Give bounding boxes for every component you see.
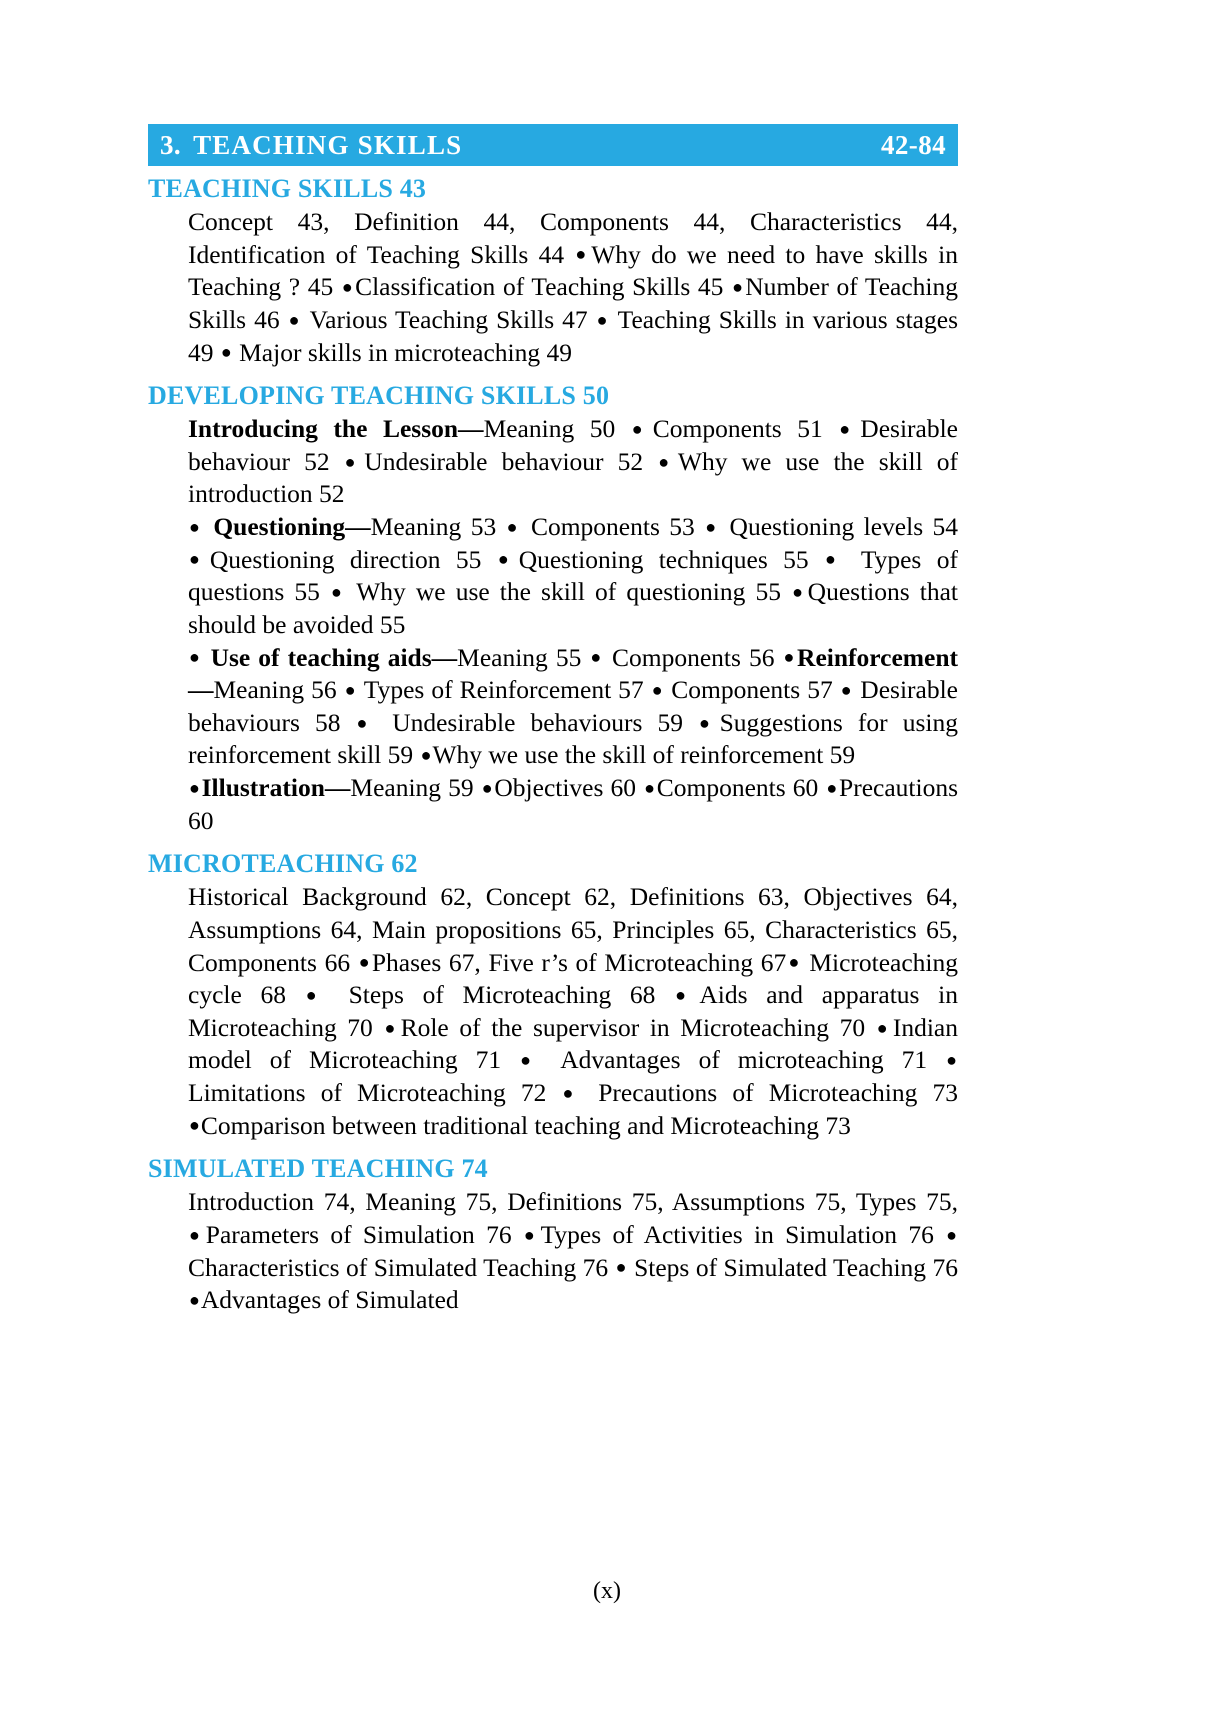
toc-entry: ● Questioning—Meaning 53 ● Components 53 ● Questioning levels 54 ●Questioning direction 55 ●Questioning techniques 55 ● Types of questions 55 ● Why we use the skill of questioning 55 ●Questions that should be avoided 55 [188, 512, 959, 639]
toc-entry: Historical Background 62, Concept 62, Definitions 63, Objectives 64, Assumptions 64, Main propositions 65, Principles 65, Characteristics 65, Components 66 ●Phases 67, Five r’s of Microteaching 67● Microteaching cycle 68 ● Steps of Microteaching 68 ●Aids and apparatus in Microteaching 70 ●Role of the supervisor in Microteaching 70 ●Indian model of Microteaching 71 ● Advantages of microteaching 71 ● Limitations of Microteaching 72 ● Precautions of Microteaching 73 ●Comparison between traditional teaching and Microteaching 73 [188, 882, 959, 1140]
chapter-number: 3. [160, 129, 182, 160]
section-heading-microteaching: MICROTEACHING 62 [148, 849, 418, 879]
toc-entry: Introducing the Lesson—Meaning 50 ●Components 51 ●Desirable behaviour 52 ●Undesirable behaviour 52 ●Why we use the skill of introduction 52 [188, 414, 959, 509]
section-heading-simulated-teaching: SIMULATED TEACHING 74 [148, 1154, 488, 1184]
toc-entry: Concept 43, Definition 44, Components 44, Characteristics 44, Identification of Teaching Skills 44 ●Why do we need to have skills in Teaching ? 45 ●Classification of Teaching Skills 45 ●Number of Teaching Skills 46 ● Various Teaching Skills 47 ● Teaching Skills in various stages 49 ● Major skills in microteaching 49 [188, 207, 959, 367]
chapter-header-bar [148, 124, 958, 166]
toc-entry: ● Use of teaching aids—Meaning 55 ● Components 56 ●Reinforcement—Meaning 56 ● Types of Reinforcement 57 ● Components 57 ● Desirable behaviours 58 ● Undesirable behaviours 59 ●Suggestions for using reinforcement skill 59 ●Why we use the skill of reinforcement 59 [188, 642, 959, 770]
page-number-footer: (x) [593, 1578, 621, 1604]
chapter-title-group [160, 130, 462, 161]
toc-entry: Introduction 74, Meaning 75, Definitions 75, Assumptions 75, Types 75, ●Parameters of Simulation 76 ●Types of Activities in Simulation 76 ● Characteristics of Simulated Teaching 76 ● Steps of Simulated Teaching 76 ●Advantages of Simulated [188, 1187, 959, 1315]
section-heading-teaching-skills: TEACHING SKILLS 43 [148, 174, 427, 203]
toc-entry: ●Illustration—Meaning 59 ●Objectives 60 ●Components 60 ●Precautions 60 [188, 773, 958, 835]
section-heading-developing-teaching-skills: DEVELOPING TEACHING SKILLS 50 [148, 381, 610, 411]
chapter-title: TEACHING SKILLS [193, 129, 463, 160]
toc-content [148, 124, 958, 1317]
chapter-page-range: 42-84 [881, 129, 946, 160]
